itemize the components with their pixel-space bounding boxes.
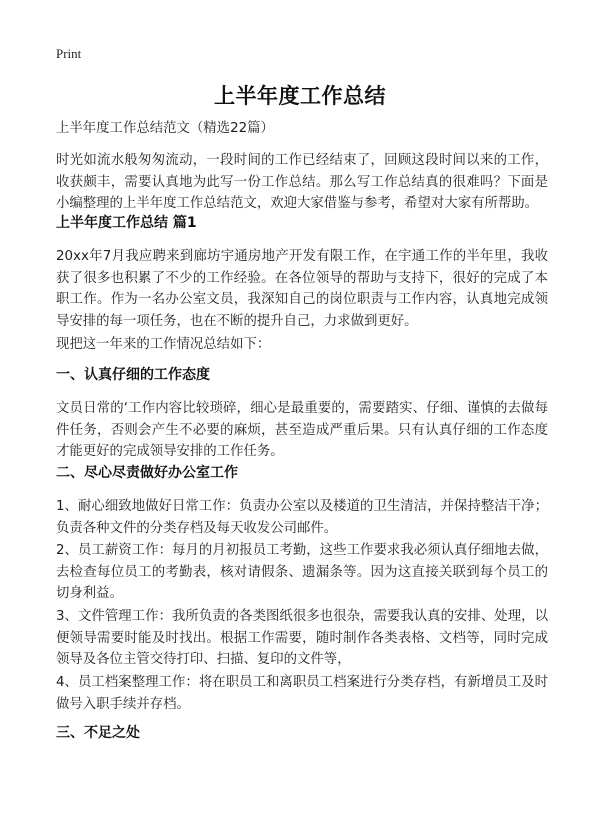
section-3-heading: 三、不足之处 (56, 725, 140, 741)
section-1-text: 文员日常的‘工作内容比较琐碎，细心是最重要的，需要踏实、仔细、谨慎的去做每件任务，否则会产生不必要的麻烦，甚至造成严重后果。只有认真仔细的工作态度才能更好的完成领导安排的工作任务。 (56, 401, 548, 459)
list-item-3: 3、文件管理工作：我所负责的各类图纸很多也很杂，需要我认真的安排、处理，以便领导需要时能及时找出。根据工作需要，随时制作各类表格、文档等，同时完成领导及各位主管交待打印、扫描、复印的文件等， (56, 609, 548, 667)
article-heading: 上半年度工作总结 篇1 (56, 215, 197, 231)
list-item-1: 1、耐心细致地做好日常工作：负责办公室以及楼道的卫生清洁，并保持整洁干净；负责各种文件的分类存档及每天收发公司邮件。 (56, 499, 548, 536)
paragraph-1: 20xx年7月我应聘来到廊坊宇通房地产开发有限工作，在宇通工作的半年里，我收获了很多也积累了不少的工作经验。在各位领导的帮助与支持下，很好的完成了本职工作。作为一名办公室文员，我深知自己的岗位职责与工作内容，认真地完成领导安排的每一项任务，也在不断的提升自己，力求做到更好。 (56, 249, 548, 329)
print-link[interactable]: Print (56, 46, 82, 61)
list-item-2: 2、员工薪资工作：每月的月初报员工考勤，这些工作要求我必须认真仔细地去做，去检查每位员工的考勤表，核对请假条、遗漏条等。因为这直接关联到每个员工的切身利益。 (56, 543, 548, 601)
intro-paragraph: 时光如流水般匆匆流动，一段时间的工作已经结束了，回顾这段时间以来的工作，收获颇丰，需要认真地为此写一份工作总结。那么写工作总结真的很难吗？下面是小编整理的上半年度工作总结范文，欢迎大家借鉴与参考，希望对大家有所帮助。 (56, 153, 548, 211)
section-1-heading: 一、认真仔细的工作态度 (56, 367, 210, 383)
document-subtitle: 上半年度工作总结范文（精选22篇） (56, 121, 274, 136)
list-item-4: 4、员工档案整理工作：将在职员工和离职员工档案进行分类存档，有新增员工及时做号入职手续并存档。 (56, 675, 548, 712)
paragraph-2: 现把这一年来的工作情况总结如下： (56, 337, 271, 352)
page-title: 上半年度工作总结 (214, 84, 386, 108)
section-2-heading: 二、尽心尽责做好办公室工作 (56, 465, 238, 481)
